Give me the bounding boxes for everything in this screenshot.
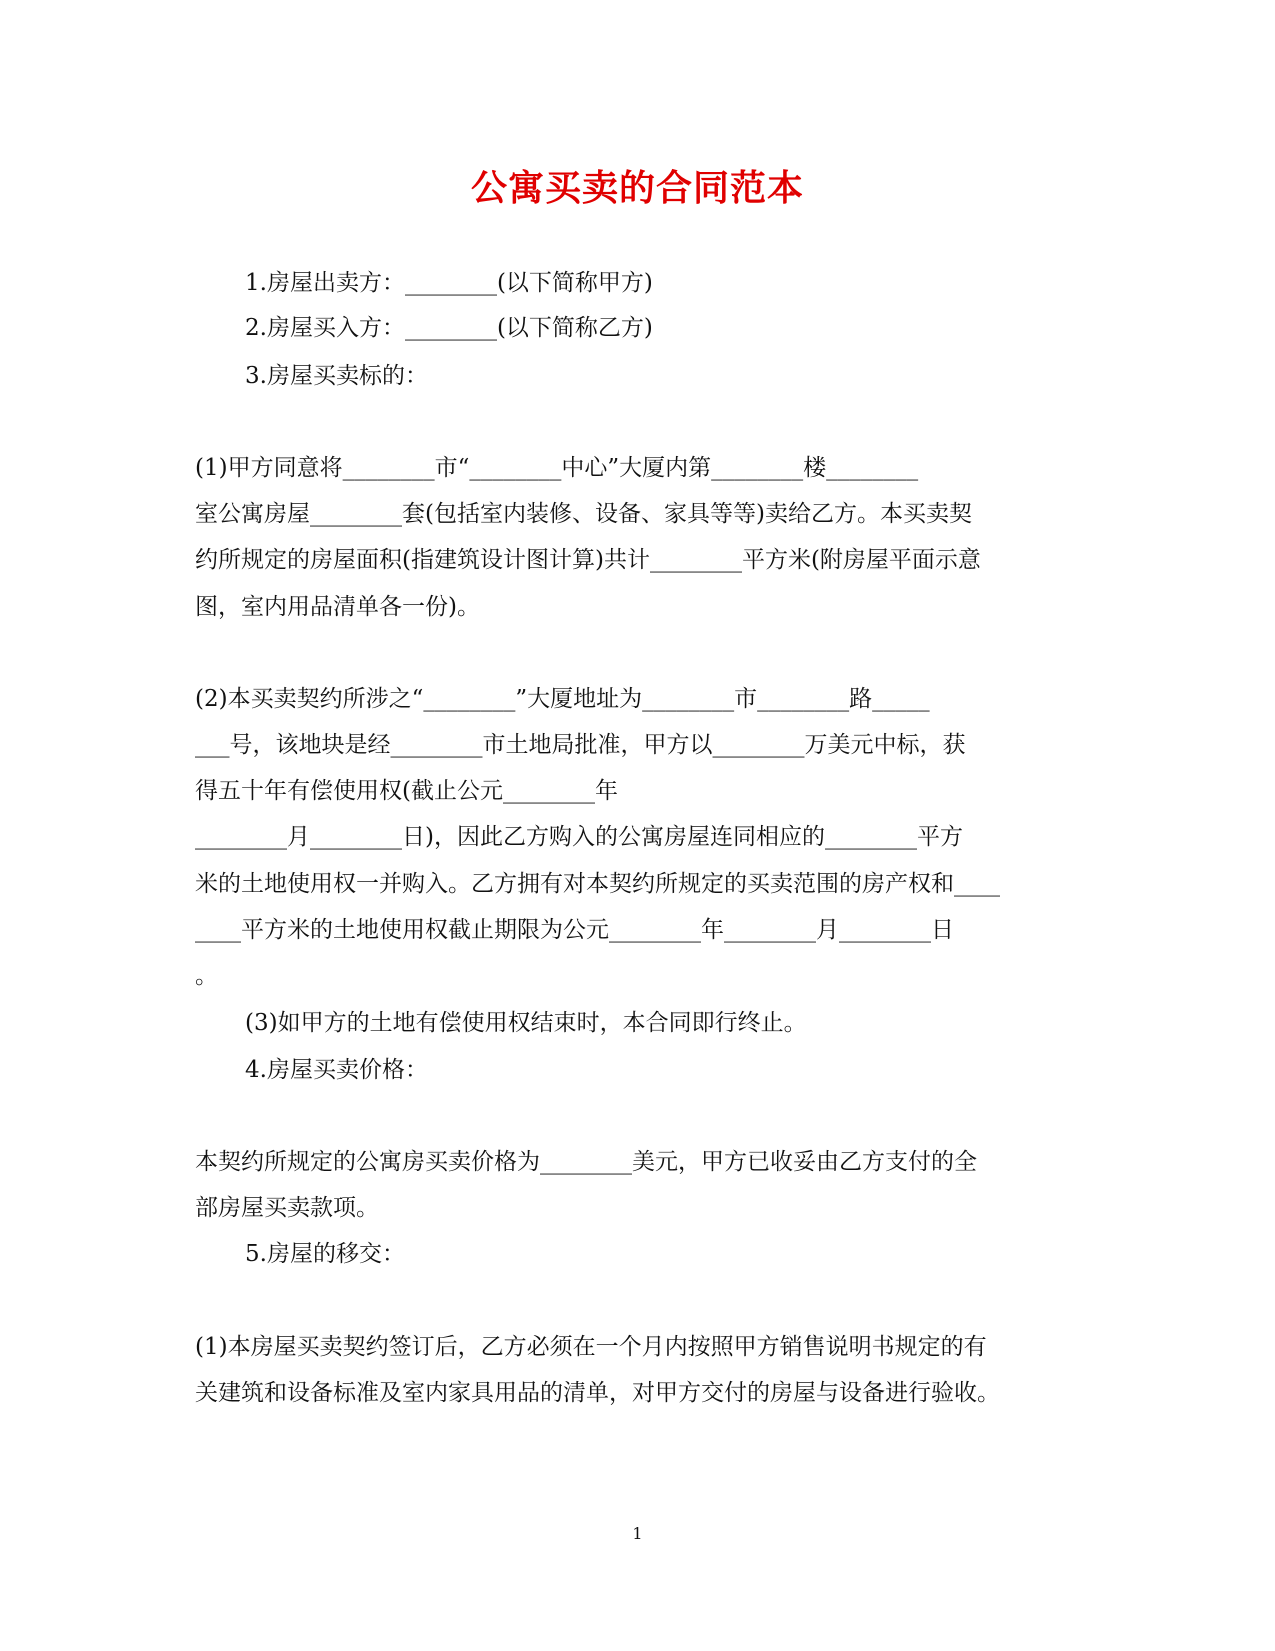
clause-3-1-line-1: (1)甲方同意将________市“________中心”大厦内第________楼________ [195, 455, 919, 481]
document-title: 公寓买卖的合同范本 [470, 167, 804, 209]
clause-3-2-line-4: ________月________日)，因此乙方购入的公寓房屋连同相应的________平方 [195, 824, 963, 850]
clause-4-line-1: 本契约所规定的公寓房买卖价格为________美元，甲方已收妥由乙方支付的全 [195, 1149, 977, 1175]
page-number: 1 [632, 1524, 643, 1543]
clause-4-heading: 4.房屋买卖价格： [245, 1057, 428, 1083]
clause-5-heading: 5.房屋的移交： [245, 1241, 405, 1267]
clause-4-line-2: 部房屋买卖款项。 [195, 1195, 379, 1221]
clause-3-2-line-1: (2)本买卖契约所涉之“________”大厦地址为________市________路_____ [195, 686, 930, 712]
clause-1-seller: 1.房屋出卖方：________(以下简称甲方) [245, 270, 653, 296]
clause-3-heading: 3.房屋买卖标的： [245, 363, 428, 389]
clause-5-1-line-2: 关建筑和设备标准及室内家具用品的清单，对甲方交付的房屋与设备进行验收。 [195, 1380, 1000, 1406]
clause-3-2-line-3: 得五十年有偿使用权(截止公元________年 [195, 778, 618, 804]
clause-3-2-line-6: ____平方米的土地使用权截止期限为公元________年________月________日 [195, 917, 954, 943]
clause-3-1-line-3: 约所规定的房屋面积(指建筑设计图计算)共计________平方米(附房屋平面示意 [195, 547, 981, 573]
clause-3-2-line-2: ___号，该地块是经________市土地局批准，甲方以________万美元中标，获 [195, 732, 966, 758]
clause-3-1-line-2: 室公寓房屋________套(包括室内装修、设备、家具等等)卖给乙方。本买卖契 [195, 501, 972, 527]
clause-3-3: (3)如甲方的土地有偿使用权结束时，本合同即行终止。 [245, 1010, 807, 1036]
clause-3-1-line-4: 图，室内用品清单各一份)。 [195, 594, 480, 620]
clause-3-2-line-7: 。 [195, 963, 218, 989]
clause-3-2-line-5: 米的土地使用权一并购入。乙方拥有对本契约所规定的买卖范围的房产权和____ [195, 871, 1000, 897]
clause-5-1-line-1: (1)本房屋买卖契约签订后，乙方必须在一个月内按照甲方销售说明书规定的有 [195, 1334, 987, 1360]
clause-2-buyer: 2.房屋买入方：________(以下简称乙方) [245, 315, 653, 341]
